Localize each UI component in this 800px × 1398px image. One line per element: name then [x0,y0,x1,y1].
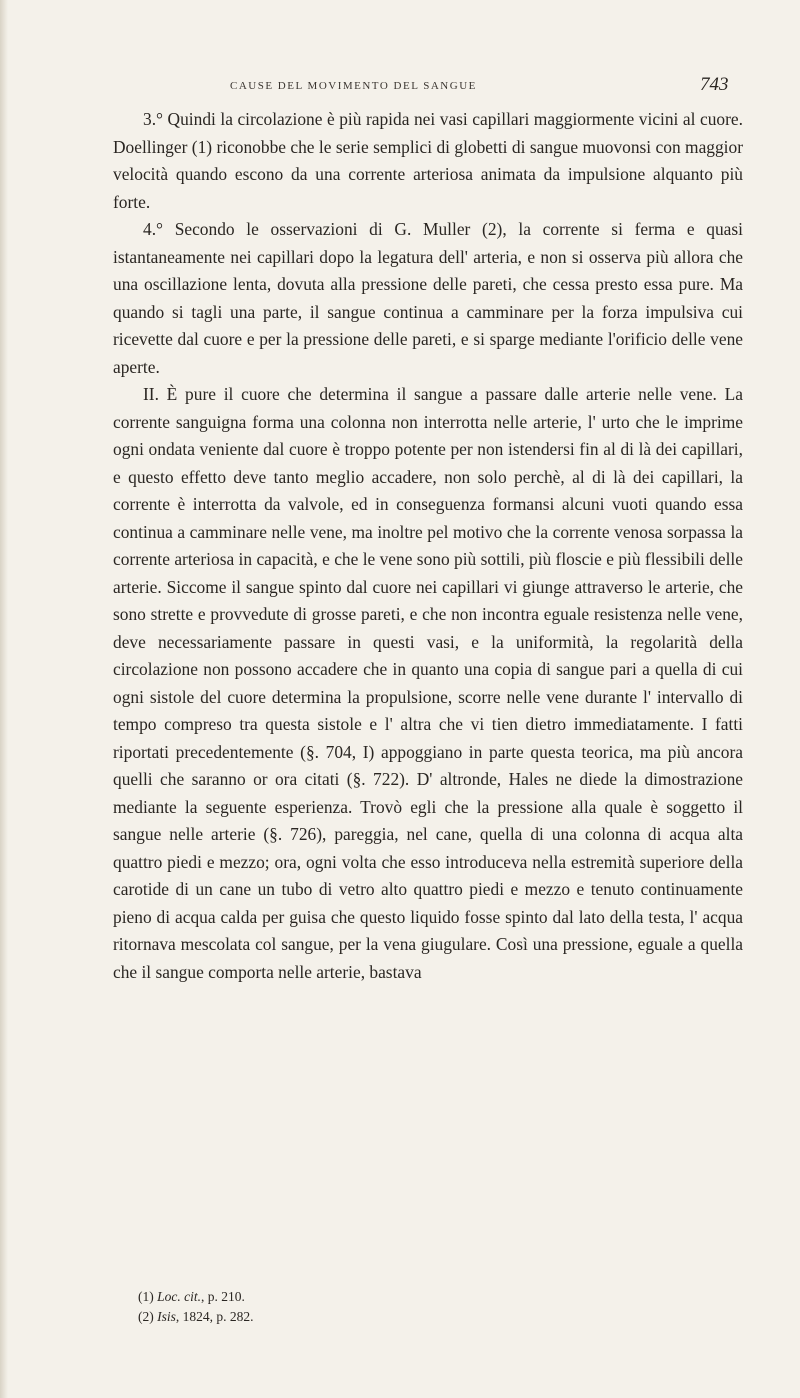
running-header: CAUSE DEL MOVIMENTO DEL SANGUE [230,80,477,92]
page-number: 743 [700,74,729,95]
paragraph-4: 4.° Secondo le osservazioni di G. Muller (2), la corrente si ferma e quasi istantaneamente nei capillari dopo la legatura dell' arteria, e non si osserva più allora che una oscillazione lenta, dovuta alla pressione delle pareti, che cessa presto essa pure. Ma quando si tagli una parte, il sangue continua a camminare per la forza impulsiva cui ricevette dal cuore e per la pressione delle pareti, e si sparge mediante l'orificio delle vene aperte. [113,219,743,377]
footnote-mark: (1) [138,1289,154,1304]
footnote-mark: (2) [138,1309,154,1324]
paragraph-3: 3.° Quindi la circolazione è più rapida nei vasi capillari maggiormente vicini al cuore. Doellinger (1) riconobbe che le serie semplici di globetti di sangue muovonsi con maggior velocità quando escono da una corrente arteriosa animata da impulsione alquanto più forte. [113,109,743,212]
footnote-source: Loc. cit. [157,1289,201,1304]
footnote-1 [138,1287,638,1307]
footnote-2 [138,1307,638,1327]
paragraph-II: II. È pure il cuore che determina il sangue a passare dalle arterie nelle vene. La corrente sanguigna forma una colonna non interrotta nelle arterie, l' urto che le imprime ogni ondata veniente dal cuore è troppo potente per non istendersi fin al di là dei capillari, e questo effetto deve tanto meglio accadere, non solo perchè, al di là dei capillari, la corrente è interrotta da valvole, ed in conseguenza formansi alcuni vuoti quando essa continua a camminare nelle vene, ma inoltre pel motivo che la corrente venosa sorpassa la corrente arteriosa in capacità, e che le vene sono più sottili, più floscie e più flessibili delle arterie. Siccome il sangue spinto dal cuore nei capillari vi giunge attraverso le arterie, che sono strette e provvedute di grosse pareti, e che non incontra eguale resistenza nelle vene, deve necessariamente passare in questi vasi, e la uniformità, la regolarità della circolazione non possono accadere che in quanto una copia di sangue pari a quella di cui ogni sistole del cuore determina la propulsione, scorre nelle vene durante l' intervallo di tempo compreso tra questa sistole e l' altra che vi tien dietro immediatamente. I fatti riportati precedentemente (§. 704, I) appoggiano in parte questa teorica, ma più ancora quelli che saranno or ora citati (§. 722). D' altronde, Hales ne diede la dimostrazione mediante la seguente esperienza. Trovò egli che la pressione alla quale è soggetto il sangue nelle arterie (§. 726), pareggia, nel cane, quella di una colonna di acqua alta quattro piedi e mezzo; ora, ogni volta che esso introduceva nella estremità superiore della carotide di un cane un tubo di vetro alto quattro piedi e mezzo e tenuto continuamente pieno di acqua calda per guisa che questo liquido fosse spinto dal lato della testa, l' acqua ritornava mescolata col sangue, per la vena giugulare. Così una pressione, eguale a quella che il sangue comporta nelle arterie, bastava [113,384,743,982]
footnote-detail: , p. 210. [201,1289,245,1304]
footnote-detail: , 1824, p. 282. [175,1309,254,1324]
page-gutter-shadow [0,0,8,1398]
footnote-source: Isis [157,1309,176,1324]
main-text [113,106,743,986]
footnotes [138,1287,638,1327]
